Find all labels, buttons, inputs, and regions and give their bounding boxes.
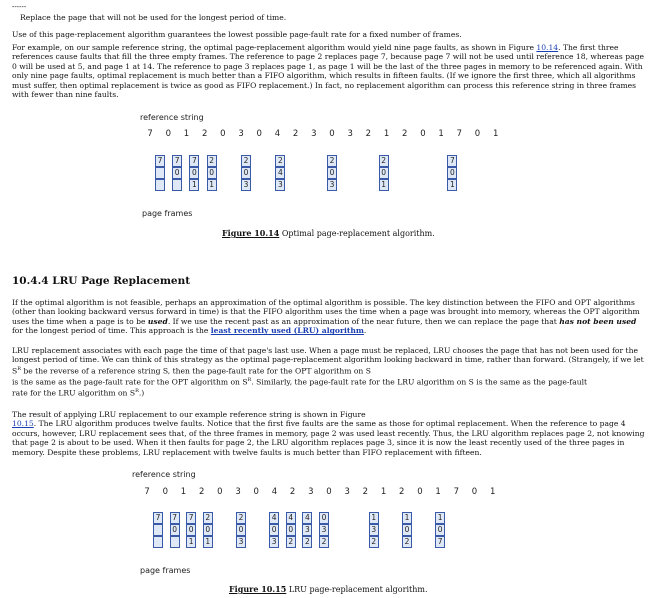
fig1-caption: Figure 10.14 Optimal page-replacement algorithm. (222, 228, 435, 238)
frame-cell: 3 (327, 179, 337, 191)
ref-item: 3 (311, 129, 317, 139)
frame-cell: 0 (189, 167, 199, 179)
ref-item: 3 (308, 487, 314, 497)
frame-cell: 2 (302, 536, 312, 548)
frame-cell: 7 (435, 536, 445, 548)
frame-cell: 0 (186, 524, 196, 536)
paragraph-lru-result: The result of applying LRU replacement to our example reference string is shown in Figure 10.15. The LRU algorithm produces twelve faults. Notice that the first five faults are the same as those for optimal replacement. When the reference to page 4 occurs, however, LRU replacement sees that, of the three frames in memory, page 2 was used least recently. Thus, the LRU algorithm replaces page 2, not knowing that page 2 is about to be used. When it then faults for page 2, the LRU algorithm replaces page 3, since it is now the least recently used of the three pages in memory. Despite these problems, LRU replacement with twelve faults is much better than FIFO replacement with fifteen. (12, 410, 645, 457)
ref-item: 4 (274, 129, 281, 139)
fig2-reference-string-label: reference string (132, 470, 196, 479)
ref-item: 2 (289, 487, 296, 497)
lru-algorithm-link[interactable]: least recently used (LRU) algorithm (210, 326, 364, 336)
frame-cell: 7 (186, 512, 196, 524)
frame-cell: 3 (236, 536, 246, 548)
ref-item: 3 (238, 129, 244, 139)
frame-cell: 2 (236, 512, 246, 524)
frame-cell: 7 (153, 512, 163, 524)
frame-cell: 2 (207, 155, 217, 167)
frame-cell: 4 (302, 512, 312, 524)
frame-cell: 7 (170, 512, 180, 524)
frame-cell: 0 (379, 167, 389, 179)
frame-cell (155, 167, 165, 179)
frame-cell: 3 (302, 524, 312, 536)
figure-10-14-link[interactable]: 10.14 (536, 43, 559, 52)
frame-cell: 1 (189, 179, 199, 191)
ref-item: 1 (380, 487, 387, 497)
ref-item: 3 (344, 487, 350, 497)
ref-item: 7 (453, 487, 459, 497)
frame-cell: 1 (207, 179, 217, 191)
frame-cell: 1 (402, 512, 412, 524)
ref-item: 1 (438, 129, 444, 139)
ref-item: 0 (417, 487, 423, 497)
ref-item: 2 (402, 129, 408, 139)
frame-cell: 7 (155, 155, 165, 167)
frame-cell: 2 (203, 512, 213, 524)
ref-item: 1 (489, 487, 496, 497)
frame-cell: 1 (369, 512, 379, 524)
frame-cell: 1 (203, 536, 213, 548)
frame-cell: 0 (286, 524, 296, 536)
ref-item: 0 (474, 129, 481, 139)
frame-cell: 1 (186, 536, 196, 548)
fig1-page-frames-label: page frames (142, 209, 193, 218)
ref-item: 1 (183, 129, 190, 139)
frame-cell: 2 (286, 536, 296, 548)
ref-item: 0 (217, 487, 223, 497)
frame-cell: 2 (369, 536, 379, 548)
ref-item: 3 (235, 487, 241, 497)
ref-item: 0 (326, 487, 332, 497)
fig2-caption-label: Figure 10.15 (229, 584, 287, 594)
ref-item: 0 (471, 487, 478, 497)
fig2-caption: Figure 10.15 LRU page-replacement algorithm. (229, 584, 428, 594)
paragraph-optimal-example: For example, on our sample reference string, the optimal page-replacement algorithm would yield nine page faults, as shown in Figure 10.14. The first three references cause faults that fill the three empty frames. The reference to page 2 replaces page 7, because page 7 will not be used until reference 18, whereas page 0 will be used at 5, and page 1 at 14. The reference to page 3 replaces page 1, as page 1 will be the last of the three pages in memory to be referenced again. With only nine page faults, optimal replacement is much better than a FIFO algorithm, which results in fifteen faults. (If we ignore the first three, which all algorithms must suffer, then optimal replacement is twice as good as FIFO replacement.) In fact, no replacement algorithm can process this reference string in three frames with fewer than nine faults. (12, 43, 644, 100)
figure-10-15-link[interactable]: 10.15 (12, 419, 34, 429)
frame-cell: 0 (435, 524, 445, 536)
ref-item: 2 (362, 487, 369, 497)
frame-cell: 2 (241, 155, 251, 167)
ref-item: 2 (399, 487, 405, 497)
frame-cell: 7 (189, 155, 199, 167)
paragraph-optimal-guarantee: Use of this page-replacement algorithm guarantees the lowest possible page-fault rate for a fixed number of frames. (12, 30, 462, 39)
frame-cell: 2 (327, 155, 337, 167)
frame-cell: 4 (275, 167, 285, 179)
frame-cell: 1 (435, 512, 445, 524)
ref-item: 1 (492, 129, 499, 139)
frame-cell: 1 (447, 179, 457, 191)
frame-cell: 2 (275, 155, 285, 167)
frame-cell (153, 524, 163, 536)
frame-cell: 0 (236, 524, 246, 536)
frame-cell: 0 (170, 524, 180, 536)
frame-cell: 2 (319, 536, 329, 548)
ref-item: 7 (144, 487, 150, 497)
ref-item: 2 (365, 129, 372, 139)
frame-cell: 0 (447, 167, 457, 179)
ref-item: 0 (256, 129, 262, 139)
frame-cell (172, 179, 182, 191)
ref-item: 0 (420, 129, 426, 139)
frame-cell: 3 (241, 179, 251, 191)
ref-item: 0 (329, 129, 335, 139)
frame-cell: 0 (269, 524, 279, 536)
frame-cell: 0 (402, 524, 412, 536)
ref-item: 0 (165, 129, 171, 139)
paragraph-optimal-rule: Replace the page that will not be used for the longest period of time. (20, 13, 287, 22)
top-dash: ------ (12, 3, 27, 11)
frame-cell: 0 (327, 167, 337, 179)
frame-cell: 0 (207, 167, 217, 179)
ref-item: 3 (347, 129, 353, 139)
frame-cell: 2 (402, 536, 412, 548)
ref-item: 4 (271, 487, 278, 497)
frame-cell: 3 (319, 524, 329, 536)
paragraph-lru-intro: If the optimal algorithm is not feasible, perhaps an approximation of the optimal algorithm is possible. The key distinction between the FIFO and OPT algorithms (other than looking backward versus forward in time) is that the FIFO algorithm uses the time when a page was brought into memory, whereas the OPT algorithm uses the time when a page is to be used. If we use the recent past as an approximation of the near future, then we can replace the page that has not been used for the longest period of time. This approach is the least recently used (LRU) algorithm. (12, 298, 640, 336)
paragraph-lru-definition: LRU replacement associates with each page the time of that page's last use. When a page must be replaced, LRU chooses the page that has not been used for the longest period of time. We can think of this strategy as the optimal page-replacement algorithm looking backward in time, rather than forward. (Strangely, if we let $S^R$ be the reverse of a reference string S, then the page-fault rate for the OPT algorithm on S is the same as the page-fault rate for the OPT algorithm on $S^R$. Similarly, the page-fault rate for the LRU algorithm on S is the same as the page-fault rate for the LRU algorithm on $S^R$.) (12, 346, 644, 398)
frame-cell: 1 (379, 179, 389, 191)
ref-item: 0 (220, 129, 226, 139)
fig1-reference-string (141, 129, 505, 139)
fig2-page-frames-label: page frames (140, 566, 191, 575)
fig2-reference-string (138, 487, 502, 497)
frame-cell: 3 (275, 179, 285, 191)
frame-cell: 0 (319, 512, 329, 524)
ref-item: 1 (383, 129, 390, 139)
frame-cell: 3 (369, 524, 379, 536)
ref-item: 0 (162, 487, 168, 497)
frame-cell (153, 536, 163, 548)
ref-item: 2 (292, 129, 299, 139)
fig1-caption-label: Figure 10.14 (222, 228, 280, 238)
frame-cell: 7 (447, 155, 457, 167)
frame-cell: 4 (286, 512, 296, 524)
fig1-reference-string-label: reference string (140, 113, 204, 122)
frame-cell: 2 (379, 155, 389, 167)
frame-cell: 0 (203, 524, 213, 536)
ref-item: 7 (456, 129, 462, 139)
frame-cell (170, 536, 180, 548)
frame-cell: 4 (269, 512, 279, 524)
ref-item: 1 (435, 487, 441, 497)
ref-item: 0 (253, 487, 259, 497)
frame-cell: 3 (269, 536, 279, 548)
ref-item: 2 (201, 129, 208, 139)
frame-cell (155, 179, 165, 191)
frame-cell: 0 (172, 167, 182, 179)
ref-item: 2 (198, 487, 205, 497)
ref-item: 7 (147, 129, 153, 139)
section-heading: 10.4.4 LRU Page Replacement (12, 275, 191, 287)
frame-cell: 7 (172, 155, 182, 167)
frame-cell: 0 (241, 167, 251, 179)
ref-item: 1 (180, 487, 187, 497)
